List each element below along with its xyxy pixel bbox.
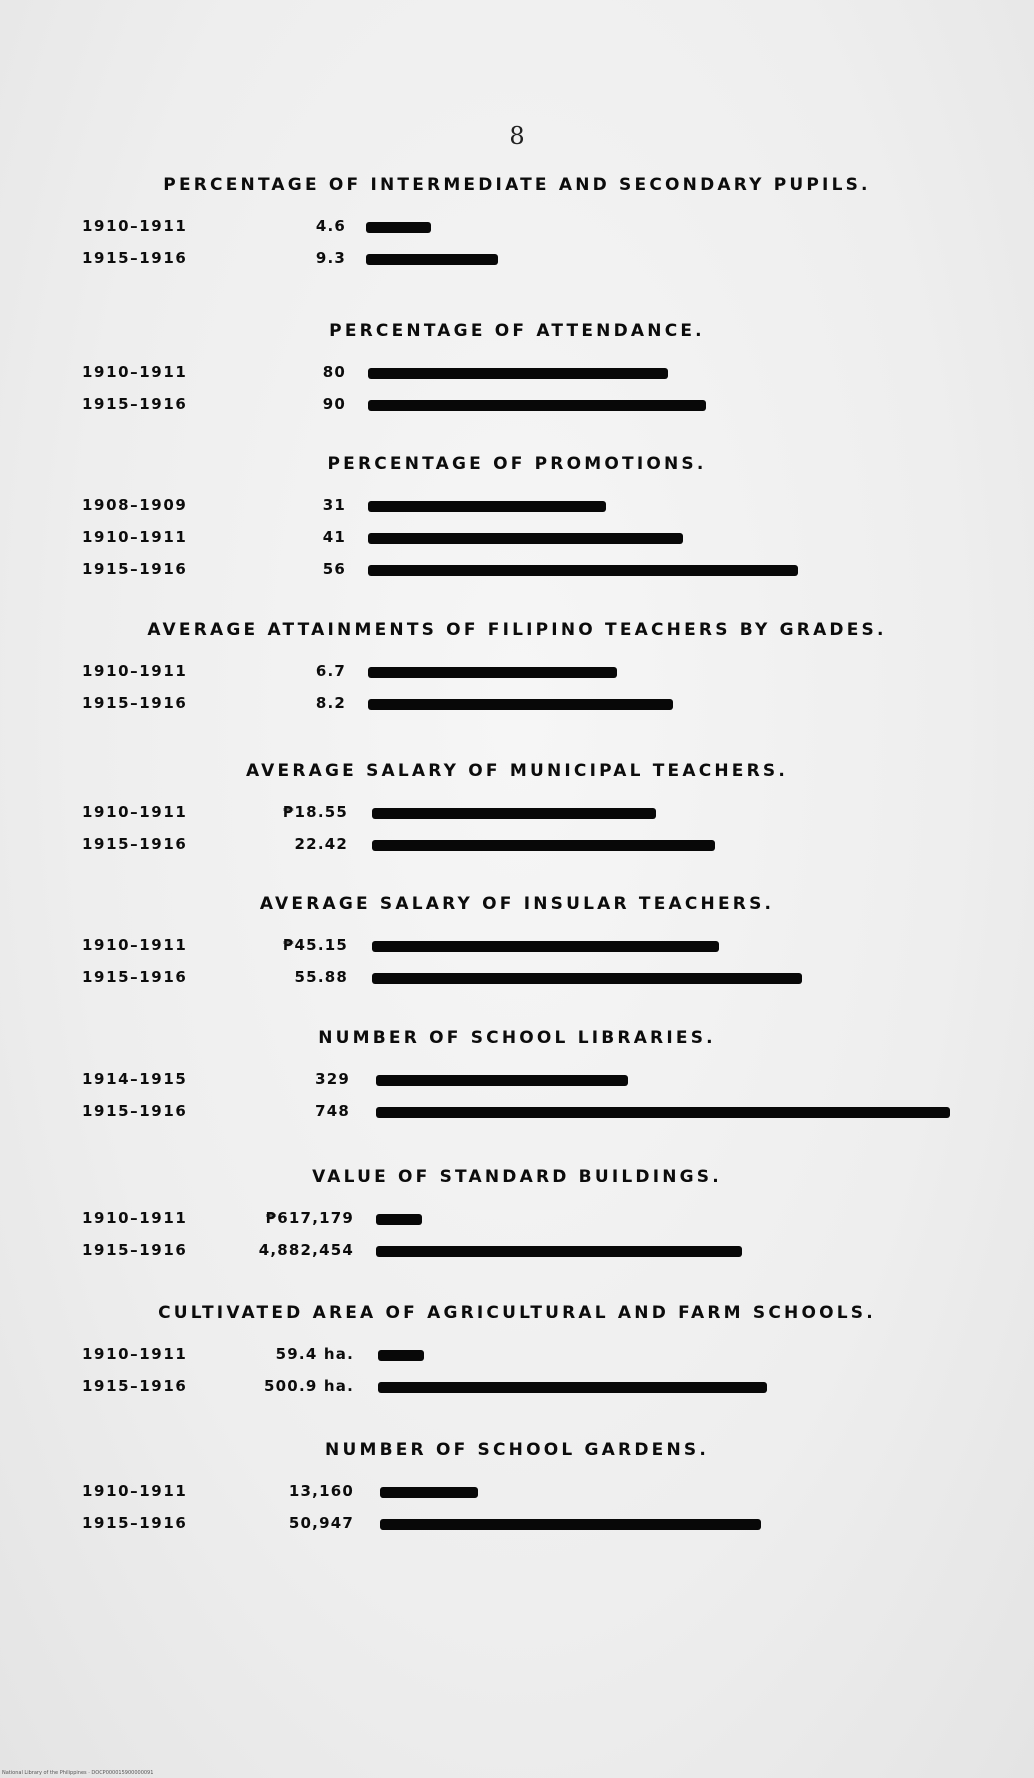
category-label: 1914–1915 — [82, 1070, 188, 1088]
chart-row — [0, 243, 1034, 273]
chart-title: CULTIVATED AREA OF AGRICULTURAL AND FARM SCHOOLS. — [158, 1303, 876, 1323]
bar — [376, 1246, 742, 1257]
value-label: 9.3 — [315, 249, 346, 267]
value-label: 31 — [322, 496, 346, 514]
bar — [368, 699, 673, 710]
chart-row — [0, 522, 1034, 552]
chart-title: PERCENTAGE OF INTERMEDIATE AND SECONDARY PUPILS. — [163, 175, 871, 195]
bar — [366, 254, 498, 265]
chart-row — [0, 1339, 1034, 1369]
chart-row — [0, 688, 1034, 718]
bar — [380, 1519, 761, 1530]
category-label: 1910–1911 — [82, 528, 188, 546]
category-label: 1915–1916 — [82, 560, 188, 578]
chart-row — [0, 1096, 1034, 1126]
value-label: 500.9 ha. — [264, 1377, 354, 1395]
value-label: 4,882,454 — [258, 1241, 354, 1259]
value-label: 56 — [322, 560, 346, 578]
chart-row — [0, 389, 1034, 419]
chart-row — [0, 211, 1034, 241]
bar — [376, 1075, 628, 1086]
category-label: 1915–1916 — [82, 395, 188, 413]
bar — [368, 368, 668, 379]
bar — [372, 941, 719, 952]
chart-title: AVERAGE SALARY OF MUNICIPAL TEACHERS. — [245, 761, 789, 781]
bar — [372, 840, 715, 851]
value-label: 8.2 — [315, 694, 346, 712]
category-label: 1915–1916 — [82, 968, 188, 986]
bar — [366, 222, 431, 233]
bar — [378, 1350, 424, 1361]
value-label: 59.4 ha. — [275, 1345, 354, 1363]
value-label: 13,160 — [288, 1482, 354, 1500]
bar — [376, 1214, 422, 1225]
page-number: 8 — [509, 122, 525, 150]
chart-row — [0, 829, 1034, 859]
chart-row — [0, 1235, 1034, 1265]
category-label: 1915–1916 — [82, 249, 188, 267]
value-label: 80 — [322, 363, 346, 381]
chart-row — [0, 490, 1034, 520]
chart-row — [0, 1064, 1034, 1094]
chart-row — [0, 656, 1034, 686]
chart-row — [0, 930, 1034, 960]
value-label: 4.6 — [315, 217, 346, 235]
chart-row — [0, 554, 1034, 584]
value-label: ₱45.15 — [282, 936, 348, 954]
value-label: ₱617,179 — [265, 1209, 354, 1227]
value-label: 329 — [315, 1070, 350, 1088]
category-label: 1915–1916 — [82, 1377, 188, 1395]
chart-title: AVERAGE ATTAINMENTS OF FILIPINO TEACHERS BY GRADES. — [147, 620, 887, 640]
value-label: 50,947 — [288, 1514, 354, 1532]
chart-title: NUMBER OF SCHOOL LIBRARIES. — [318, 1028, 716, 1048]
chart-title: AVERAGE SALARY OF INSULAR TEACHERS. — [259, 894, 775, 914]
value-label: 6.7 — [315, 662, 346, 680]
value-label: 55.88 — [294, 968, 348, 986]
chart-row — [0, 797, 1034, 827]
chart-row — [0, 962, 1034, 992]
chart-row — [0, 357, 1034, 387]
category-label: 1915–1916 — [82, 1102, 188, 1120]
category-label: 1910–1911 — [82, 1209, 188, 1227]
footer-credit: National Library of the Philippines · DOCP000015900000091 — [2, 1770, 154, 1776]
bar — [380, 1487, 478, 1498]
value-label: 90 — [322, 395, 346, 413]
category-label: 1910–1911 — [82, 363, 188, 381]
bar — [372, 973, 802, 984]
category-label: 1910–1911 — [82, 662, 188, 680]
category-label: 1910–1911 — [82, 803, 188, 821]
bar — [368, 667, 617, 678]
chart-row — [0, 1371, 1034, 1401]
bar — [368, 400, 706, 411]
chart-row — [0, 1476, 1034, 1506]
category-label: 1915–1916 — [82, 1514, 188, 1532]
category-label: 1908–1909 — [82, 496, 188, 514]
bar — [372, 808, 656, 819]
category-label: 1915–1916 — [82, 694, 188, 712]
category-label: 1915–1916 — [82, 1241, 188, 1259]
bar — [376, 1107, 950, 1118]
chart-title: VALUE OF STANDARD BUILDINGS. — [312, 1167, 722, 1187]
bar — [368, 565, 798, 576]
chart-row — [0, 1203, 1034, 1233]
category-label: 1910–1911 — [82, 936, 188, 954]
value-label: 748 — [315, 1102, 350, 1120]
chart-title: PERCENTAGE OF ATTENDANCE. — [329, 321, 705, 341]
chart-title: NUMBER OF SCHOOL GARDENS. — [325, 1440, 709, 1460]
chart-title: PERCENTAGE OF PROMOTIONS. — [327, 454, 707, 474]
bar — [378, 1382, 767, 1393]
category-label: 1910–1911 — [82, 217, 188, 235]
bar — [368, 533, 683, 544]
value-label: 22.42 — [294, 835, 348, 853]
category-label: 1910–1911 — [82, 1482, 188, 1500]
category-label: 1915–1916 — [82, 835, 188, 853]
bar — [368, 501, 606, 512]
value-label: ₱18.55 — [282, 803, 348, 821]
chart-row — [0, 1508, 1034, 1538]
value-label: 41 — [322, 528, 346, 546]
category-label: 1910–1911 — [82, 1345, 188, 1363]
